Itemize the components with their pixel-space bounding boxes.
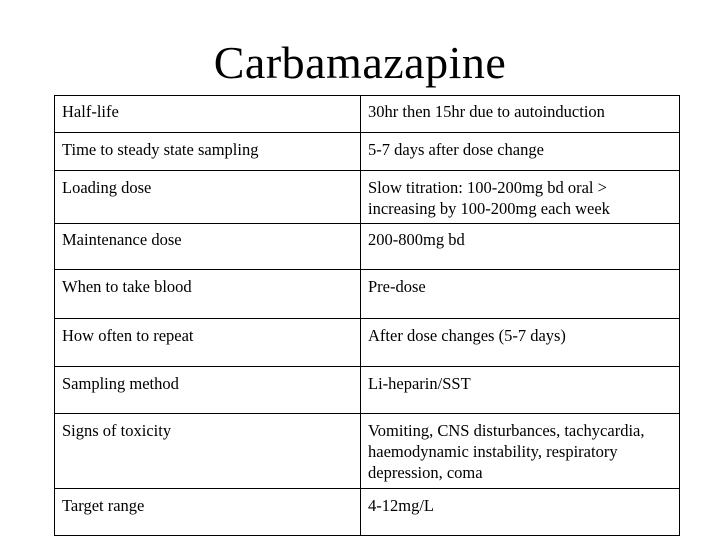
row-label: Sampling method xyxy=(55,367,361,414)
row-value: Vomiting, CNS disturbances, tachycardia, haemodynamic instability, respiratory depression, coma xyxy=(361,414,680,489)
row-value: 200-800mg bd xyxy=(361,224,680,270)
row-label: Time to steady state sampling xyxy=(55,133,361,171)
table-row xyxy=(55,171,680,224)
row-value: 30hr then 15hr due to autoinduction xyxy=(361,96,680,133)
row-value: Li-heparin/SST xyxy=(361,367,680,414)
row-label: Target range xyxy=(55,489,361,536)
table-row xyxy=(55,319,680,367)
slide-title: Carbamazapine xyxy=(213,37,507,88)
row-label: Loading dose xyxy=(55,171,361,224)
row-value: Pre-dose xyxy=(361,270,680,319)
drug-info-table xyxy=(54,95,680,536)
table-row xyxy=(55,96,680,133)
table-row xyxy=(55,224,680,270)
table-row xyxy=(55,489,680,536)
row-label: Signs of toxicity xyxy=(55,414,361,489)
table-row xyxy=(55,133,680,171)
table-row xyxy=(55,270,680,319)
row-value: Slow titration: 100-200mg bd oral > increasing by 100-200mg each week xyxy=(361,171,680,224)
row-value: 4-12mg/L xyxy=(361,489,680,536)
row-value: 5-7 days after dose change xyxy=(361,133,680,171)
row-value: After dose changes (5-7 days) xyxy=(361,319,680,367)
row-label: Half-life xyxy=(55,96,361,133)
row-label: When to take blood xyxy=(55,270,361,319)
row-label: How often to repeat xyxy=(55,319,361,367)
row-label: Maintenance dose xyxy=(55,224,361,270)
table-row xyxy=(55,414,680,489)
table-row xyxy=(55,367,680,414)
